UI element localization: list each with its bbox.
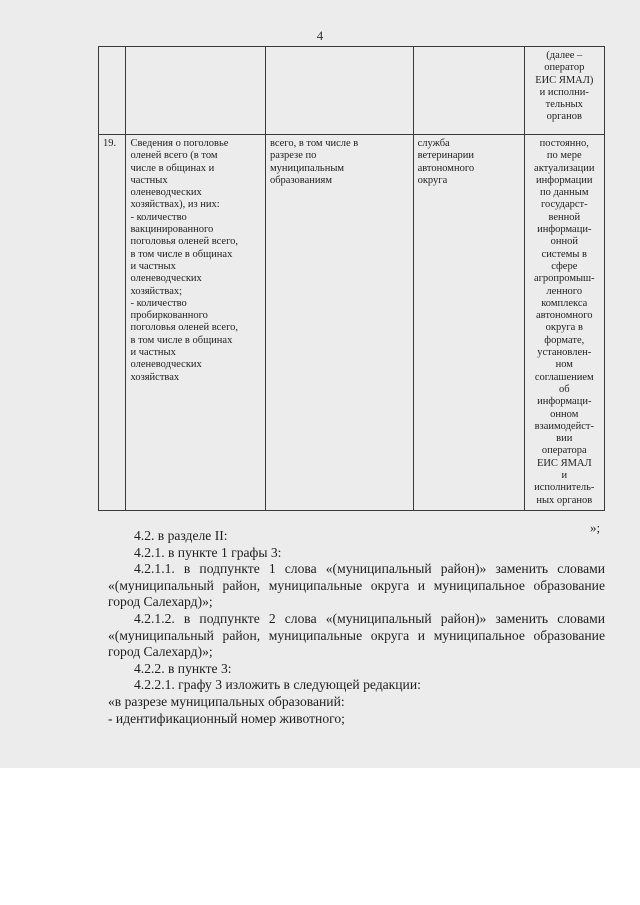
paragraph-4-2-2-1: 4.2.2.1. графу 3 изложить в следующей редакции:	[134, 677, 421, 693]
paragraph-4-2: 4.2. в разделе II:	[134, 528, 228, 543]
cell-name	[126, 47, 265, 135]
amendment-text	[108, 528, 605, 727]
data-table	[98, 46, 605, 511]
table-closing-quote: »;	[590, 520, 601, 535]
paragraph-4-2-1-2: 4.2.1.2. в подпункте 2 слова «(муниципальный район)» заменить словами «(муниципальный район, муниципальные округа и муниципальное образование город Салехард)»;	[108, 610, 605, 660]
cell-number	[99, 47, 126, 135]
cell-number: 19.	[99, 135, 126, 511]
cell-responsible	[413, 47, 524, 135]
table-row	[99, 47, 605, 135]
cell-term: (далее – оператор ЕИС ЯМАЛ) и исполни- тельных органов	[524, 47, 604, 135]
paragraph-list-item: - идентификационный номер животного;	[108, 710, 345, 726]
cell-responsible: служба ветеринарии автономного округа	[413, 135, 524, 511]
paragraph-quote-start: «в разрезе муниципальных образований:	[108, 693, 345, 709]
paragraph-4-2-1: 4.2.1. в пункте 1 графы 3:	[134, 544, 282, 560]
cell-name: Сведения о поголовье оленей всего (в том числе в общинах и частных оленеводческих хозяйствах), из них: - количество вакцинированного поголовья оленей всего, в том числе в общинах и частных оленеводческих хозяйствах; - количество пробиркованного поголовья оленей всего, в том числе в общинах и частных оленеводческих хозяйствах	[126, 135, 265, 511]
table-row	[99, 135, 605, 511]
cell-scope	[265, 47, 413, 135]
cell-scope: всего, в том числе в разрезе по муниципальным образованиям	[265, 135, 413, 511]
page-number: 4	[316, 28, 324, 43]
paragraph-4-2-1-1: 4.2.1.1. в подпункте 1 слова «(муниципальный район)» заменить словами «(муниципальный район, муниципальные округа и муниципальное образование город Салехард)»;	[108, 561, 605, 610]
cell-term: постоянно, по мере актуализации информации по данным государст- венной информаци- онной системы в сфере агропромыш- ленного комплекса автономного округа в формате, установлен- ном соглашением об информаци- онном взаимодейст- вии оператора ЕИС ЯМАЛ и исполнитель- ных органов	[524, 135, 604, 511]
paragraph-4-2-2: 4.2.2. в пункте 3:	[134, 660, 232, 676]
